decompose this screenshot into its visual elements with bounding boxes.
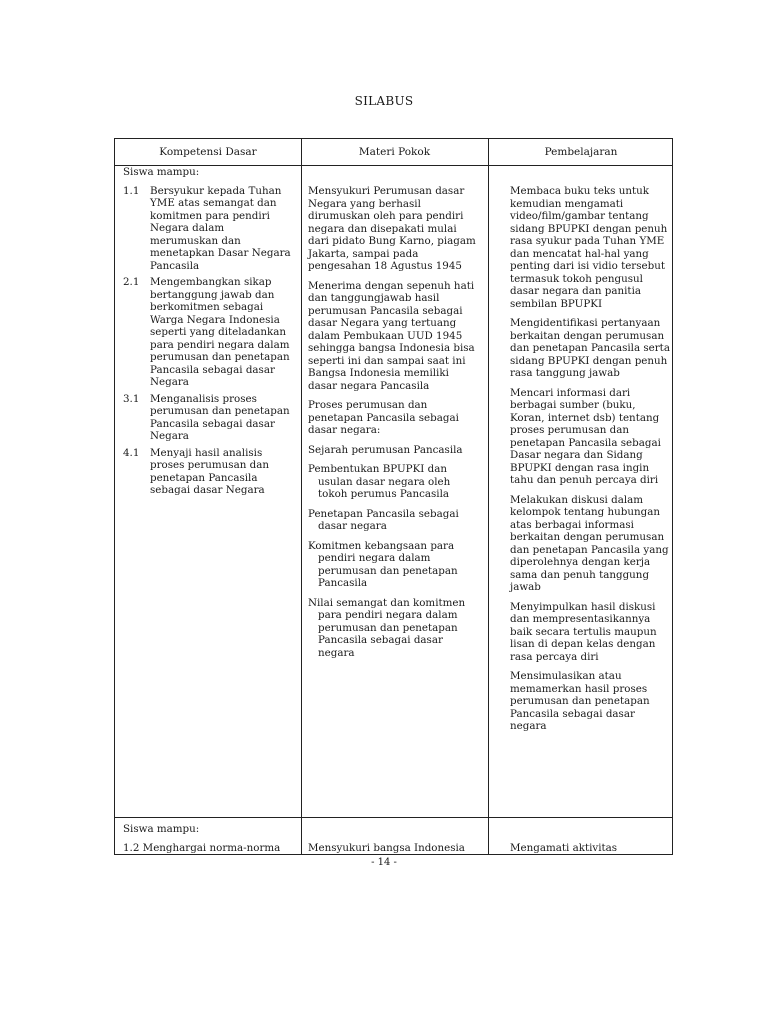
- kd-text: Menyaji hasil analisis proses perumusan dan penetapan Pancasila sebagai dasar Negara: [150, 446, 269, 496]
- kd-text: Menganalisis proses perumusan dan penetapan Pancasila sebagai dasar Negara: [150, 392, 290, 442]
- page-number: - 14 -: [371, 857, 397, 868]
- pembelajaran-cell: [510, 842, 670, 855]
- pembelajaran-cell: [510, 185, 670, 740]
- kd-number: 4.1: [123, 446, 140, 459]
- materi-pokok-cell: [308, 185, 480, 666]
- column-divider: [488, 139, 489, 854]
- kompetensi-dasar-cell: [123, 166, 293, 501]
- materi-pokok-cell: [308, 842, 480, 855]
- materi-item: Komitmen kebangsaan para pendiri negara dalam perumusan dan penetapan Pancasila: [308, 539, 458, 589]
- page-title: SILABUS: [354, 94, 414, 108]
- header-pembelajaran: Pembelajaran: [544, 146, 618, 158]
- kd-number: 1.1: [123, 184, 140, 197]
- kd-item: [123, 185, 293, 273]
- pembelajaran-item: Mensimulasikan atau memamerkan hasil proses perumusan dan penetapan Pancasila sebagai dasar negara: [510, 670, 650, 732]
- pembelajaran-item: Mencari informasi dari berbagai sumber (buku, Koran, internet dsb) tentang proses perumusan dan penetapan Pancasila sebagai Dasar negara dan Sidang BPUPKI dengan rasa ingin tahu dan penuh percaya diri: [510, 386, 661, 486]
- materi-item: Nilai semangat dan komitmen para pendiri negara dalam perumusan dan penetapan Pancasila sebagai dasar negara: [308, 596, 466, 659]
- column-divider: [301, 139, 302, 854]
- kd-number: 2.1: [123, 276, 140, 288]
- pembelajaran-item: Mengidentifikasi pertanyaan berkaitan dengan perumusan dan penetapan Pancasila serta sidang BPUPKI dengan penuh rasa tanggung jawab: [510, 317, 670, 379]
- header-kompetensi-dasar: Kompetensi Dasar: [159, 146, 257, 158]
- materi-item: Penetapan Pancasila sebagai dasar negara: [308, 507, 459, 532]
- pembelajaran-item: Membaca buku teks untuk kemudian mengamati video/film/gambar tentang sidang BPUPKI dengan penuh rasa syukur pada Tuhan YME dan mencatat hal-hal yang penting dari isi vidio tersebut termasuk tokoh pengusul dasar negara dan panitia sembilan BPUPKI: [510, 185, 668, 310]
- materi-item: Mensyukuri Perumusan dasar Negara yang berhasil dirumuskan oleh para pendiri negara dan disepakati mulai dari pidato Bung Karno, piagam Jakarta, sampai pada pengesahan 18 Agustus 1945: [308, 185, 476, 272]
- pembelajaran-item: Mengamati aktivitas: [510, 842, 618, 854]
- header-materi-pokok: Materi Pokok: [358, 146, 431, 158]
- kd-number: 3.1: [123, 392, 140, 405]
- kd-text: 1.2 Menghargai norma-norma: [123, 841, 281, 854]
- kompetensi-dasar-cell: [123, 823, 295, 854]
- kd-text: Mengembangkan sikap bertanggung jawab dan berkomitmen sebagai Warga Negara Indonesia seperti yang diteladankan para pendiri negara dalam perumusan dan penetapan Pancasila sebagai dasar Negara: [150, 276, 290, 388]
- table-header-row: [115, 139, 672, 166]
- materi-item: Proses perumusan dan penetapan Pancasila sebagai dasar negara:: [308, 399, 459, 436]
- materi-item: Pembentukan BPUPKI dan usulan dasar negara oleh tokoh perumus Pancasila: [308, 463, 451, 500]
- pembelajaran-item: Melakukan diskusi dalam kelompok tentang hubungan atas berbagai informasi berkaitan dengan perumusan dan penetapan Pancasila yang diperolehnya dengan kerja sama dan penuh tanggung jawab: [510, 493, 669, 593]
- syllabus-table: [114, 138, 673, 855]
- materi-item: Menerima dengan sepenuh hati dan tanggungjawab hasil perumusan Pancasila sebagai dasar Negara yang tertuang dalam Pembukaan UUD 1945 sehingga bangsa Indonesia bisa seperti ini dan sampai saat ini Bangsa Indonesia memiliki dasar negara Pancasila: [308, 279, 475, 392]
- intro-text: Siswa mampu:: [123, 823, 200, 835]
- pembelajaran-item: Menyimpulkan hasil diskusi dan mempresentasikannya baik secara tertulis maupun lisan di depan kelas dengan rasa percaya diri: [510, 600, 657, 663]
- materi-item: Mensyukuri bangsa Indonesia: [308, 842, 465, 854]
- kd-item: [123, 393, 293, 443]
- kd-item: [123, 447, 293, 497]
- row-divider: [115, 817, 672, 818]
- intro-text: Siswa mampu:: [123, 166, 200, 178]
- materi-item: Sejarah perumusan Pancasila: [308, 443, 463, 456]
- kd-item: [123, 276, 293, 389]
- kd-text: Bersyukur kepada Tuhan YME atas semangat dan komitmen para pendiri Negara dalam merumuskan dan menetapkan Dasar Negara Pancasila: [150, 184, 291, 272]
